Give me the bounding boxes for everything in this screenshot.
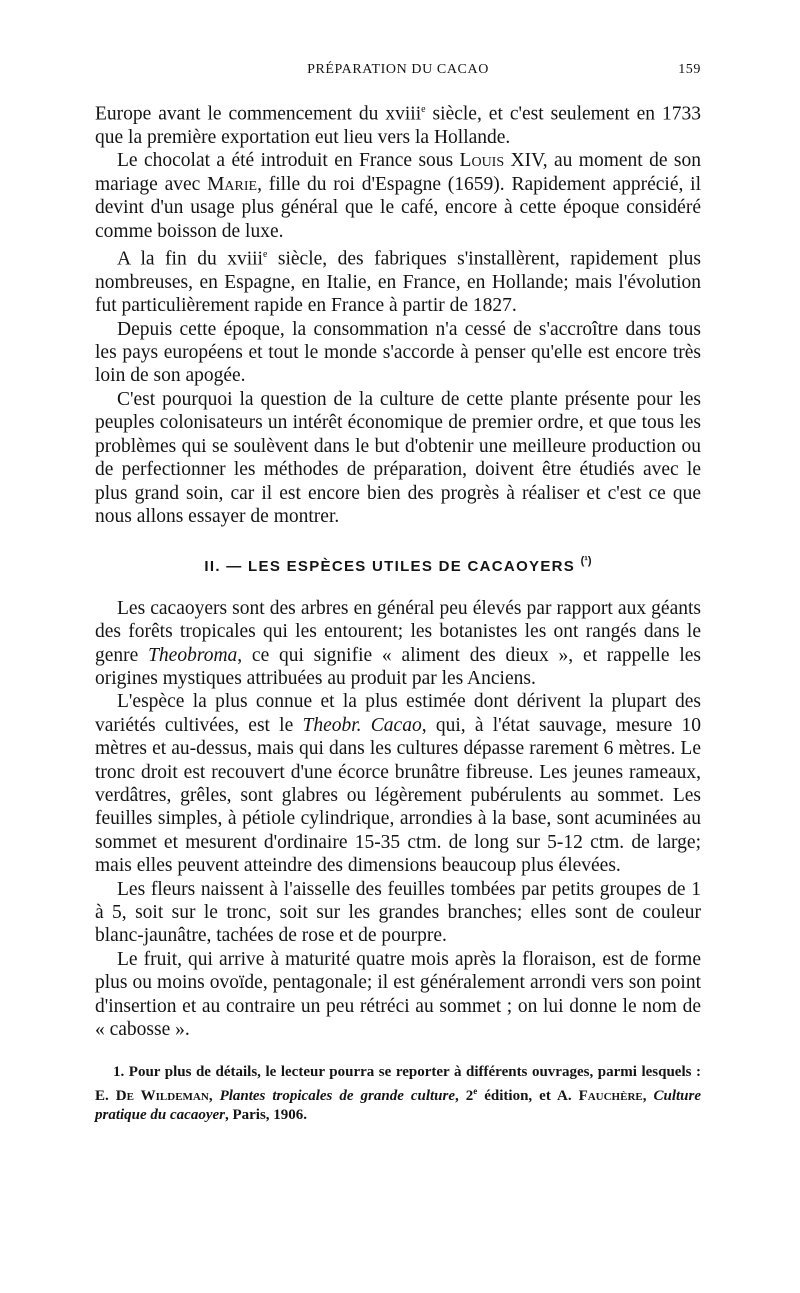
paragraph: Les cacaoyers sont des arbres en général peu élevés par rapport aux géants des forêts tropicales qui les entourent; les botanistes les ont rangés dans le genre Theobroma, ce qui signifie « aliment des dieux », et rappelle les origines mystiques attribuées au produit par les Anciens. [95, 597, 701, 689]
paragraph-continuation: Europe avant le commencement du xviii$^e$ siècle, et c'est seulement en 1733 que la première exportation eut lieu vers la Hollande. [95, 103, 702, 148]
paragraph: A la fin du xviii$^e$ siècle, des fabriques s'installèrent, rapidement plus nombreuses, en Espagne, en Italie, en France, en Hollande; mais l'évolution fut particulièrement rapide en France à partir de 1827. [95, 248, 701, 317]
paragraph: L'espèce la plus connue et la plus estimée dont dérivent la plupart des variétés cultivées, est le Theobr. Cacao, qui, à l'état sauvage, mesure 10 mètres et au-dessus, mais qui dans les cultures dépasse rarement 6 mètres. Le tronc droit est recouvert d'une écorce brunâtre fibreuse. Les jeunes rameaux, verdâtres, grêles, sont glabres ou légèrement pubérulents au sommet. Les feuilles simples, à pétiole cylindrique, arrondies à la base, sont acuminées au sommet et mesurent d'ordinaire 15-35 ctm. de long sur 5-12 ctm. de large; mais elles peuvent atteindre des dimensions beaucoup plus élevées. [95, 691, 701, 877]
footnote-reference: (¹) [580, 555, 592, 568]
paragraph: Le fruit, qui arrive à maturité quatre mois après la floraison, est de forme plus ou moins ovoïde, pentagonale; il est généralement arrondi vers son point d'insertion et au contraire un peu rétréci au sommet ; on lui donne le nom de « cabosse ». [95, 948, 701, 1041]
paragraph: C'est pourquoi la question de la culture de cette plante présente pour les peuples colonisateurs un intérêt économique de premier ordre, et que tous les problèmes qui se soulèvent dans le but d'obtenir une meilleure production ou de perfectionner les méthodes de préparation, doivent être étudiés avec le plus grand soin, car il est encore bien des progrès à réaliser et c'est ce que nous allons essayer de montrer. [95, 388, 701, 527]
paragraph: Le chocolat a été introduit en France sous Louis XIV, au moment de son mariage avec Marie, fille du roi d'Espagne (1659). Rapidement apprécié, il devint d'un usage plus général que le café, encore à cette époque considéré comme boisson de luxe. [95, 150, 701, 242]
paragraph: Depuis cette époque, la consommation n'a cessé de s'accroître dans tous les pays européens et tout le monde s'accorde à penser qu'elle est encore très loin de son apogée. [95, 318, 701, 387]
paragraph: Les fleurs naissent à l'aisselle des feuilles tombées par petits groupes de 1 à 5, soit sur le tronc, soit sur les grandes branches; elles sont de couleur blanc-jaunâtre, tachées de rose et de pourpre. [95, 878, 701, 947]
footnote: 1. Pour plus de détails, le lecteur pourra se reporter à différents ouvrages, parmi lesquels : E. De Wildeman, Plantes tropicales de grande culture, 2e édition, et A. Fauchère, Culture pratique du cacaoyer, Paris, 1906. [95, 1064, 702, 1124]
running-header [95, 62, 701, 82]
section-heading-text: II. — LES ESPÈCES UTILES DE CACAOYERS [204, 558, 576, 576]
page-number: 159 [678, 62, 701, 77]
section-heading [95, 550, 701, 578]
body-text [95, 98, 701, 1125]
running-title: PRÉPARATION DU CACAO [307, 62, 489, 77]
